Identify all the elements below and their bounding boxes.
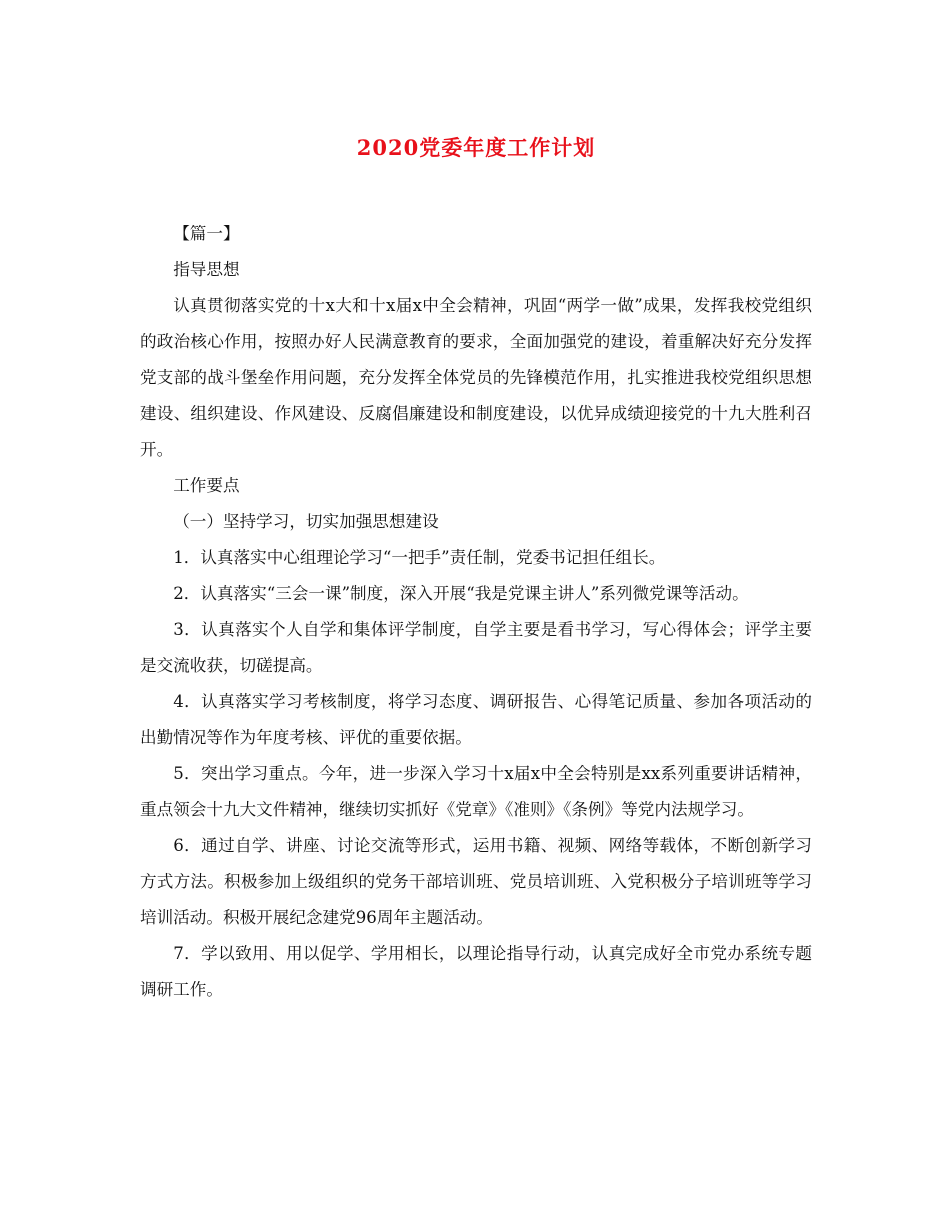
subsection-heading-1: （一）坚持学习，切实加强思想建设	[173, 512, 439, 531]
list-item-3: 3．认真落实个人自学和集体评学制度，自学主要是看书学习，写心得体会；评学主要是交流收获，切磋提高。	[140, 620, 812, 675]
list-item-7: 7．学以致用、用以促学、学用相长，以理论指导行动，认真完成好全市党办系统专题调研工作。	[140, 944, 812, 999]
list-item-2: 2．认真落实“三会一课”制度，深入开展“我是党课主讲人”系列微党课等活动。	[173, 584, 749, 603]
section-label: 【篇一】	[173, 224, 240, 243]
section-heading-guiding-ideology: 指导思想	[173, 260, 240, 279]
list-item-6: 6．通过自学、讲座、讨论交流等形式，运用书籍、视频、网络等载体，不断创新学习方式方法。积极参加上级组织的党务干部培训班、党员培训班、入党积极分子培训班等学习培训活动。积极开展纪念建党96周年主题活动。	[140, 836, 812, 927]
list-item-1: 1．认真落实中心组理论学习“一把手”责任制，党委书记担任组长。	[173, 548, 666, 567]
document-title: 2020党委年度工作计划	[356, 135, 596, 160]
list-item-4: 4．认真落实学习考核制度，将学习态度、调研报告、心得笔记质量、参加各项活动的出勤情况等作为年度考核、评优的重要依据。	[140, 692, 812, 747]
section-heading-work-points: 工作要点	[173, 476, 240, 495]
paragraph-guiding-ideology: 认真贯彻落实党的十x大和十x届x中全会精神，巩固“两学一做”成果，发挥我校党组织的政治核心作用，按照办好人民满意教育的要求，全面加强党的建设，着重解决好充分发挥党支部的战斗堡垒作用问题，充分发挥全体党员的先锋模范作用，扎实推进我校党组织思想建设、组织建设、作风建设、反腐倡廉建设和制度建设，以优异成绩迎接党的十九大胜利召开。	[140, 296, 812, 459]
document-body	[140, 216, 812, 1008]
list-item-5: 5．突出学习重点。今年，进一步深入学习十x届x中全会特别是xx系列重要讲话精神，重点领会十九大文件精神，继续切实抓好《党章》《准则》《条例》等党内法规学习。	[140, 764, 812, 819]
